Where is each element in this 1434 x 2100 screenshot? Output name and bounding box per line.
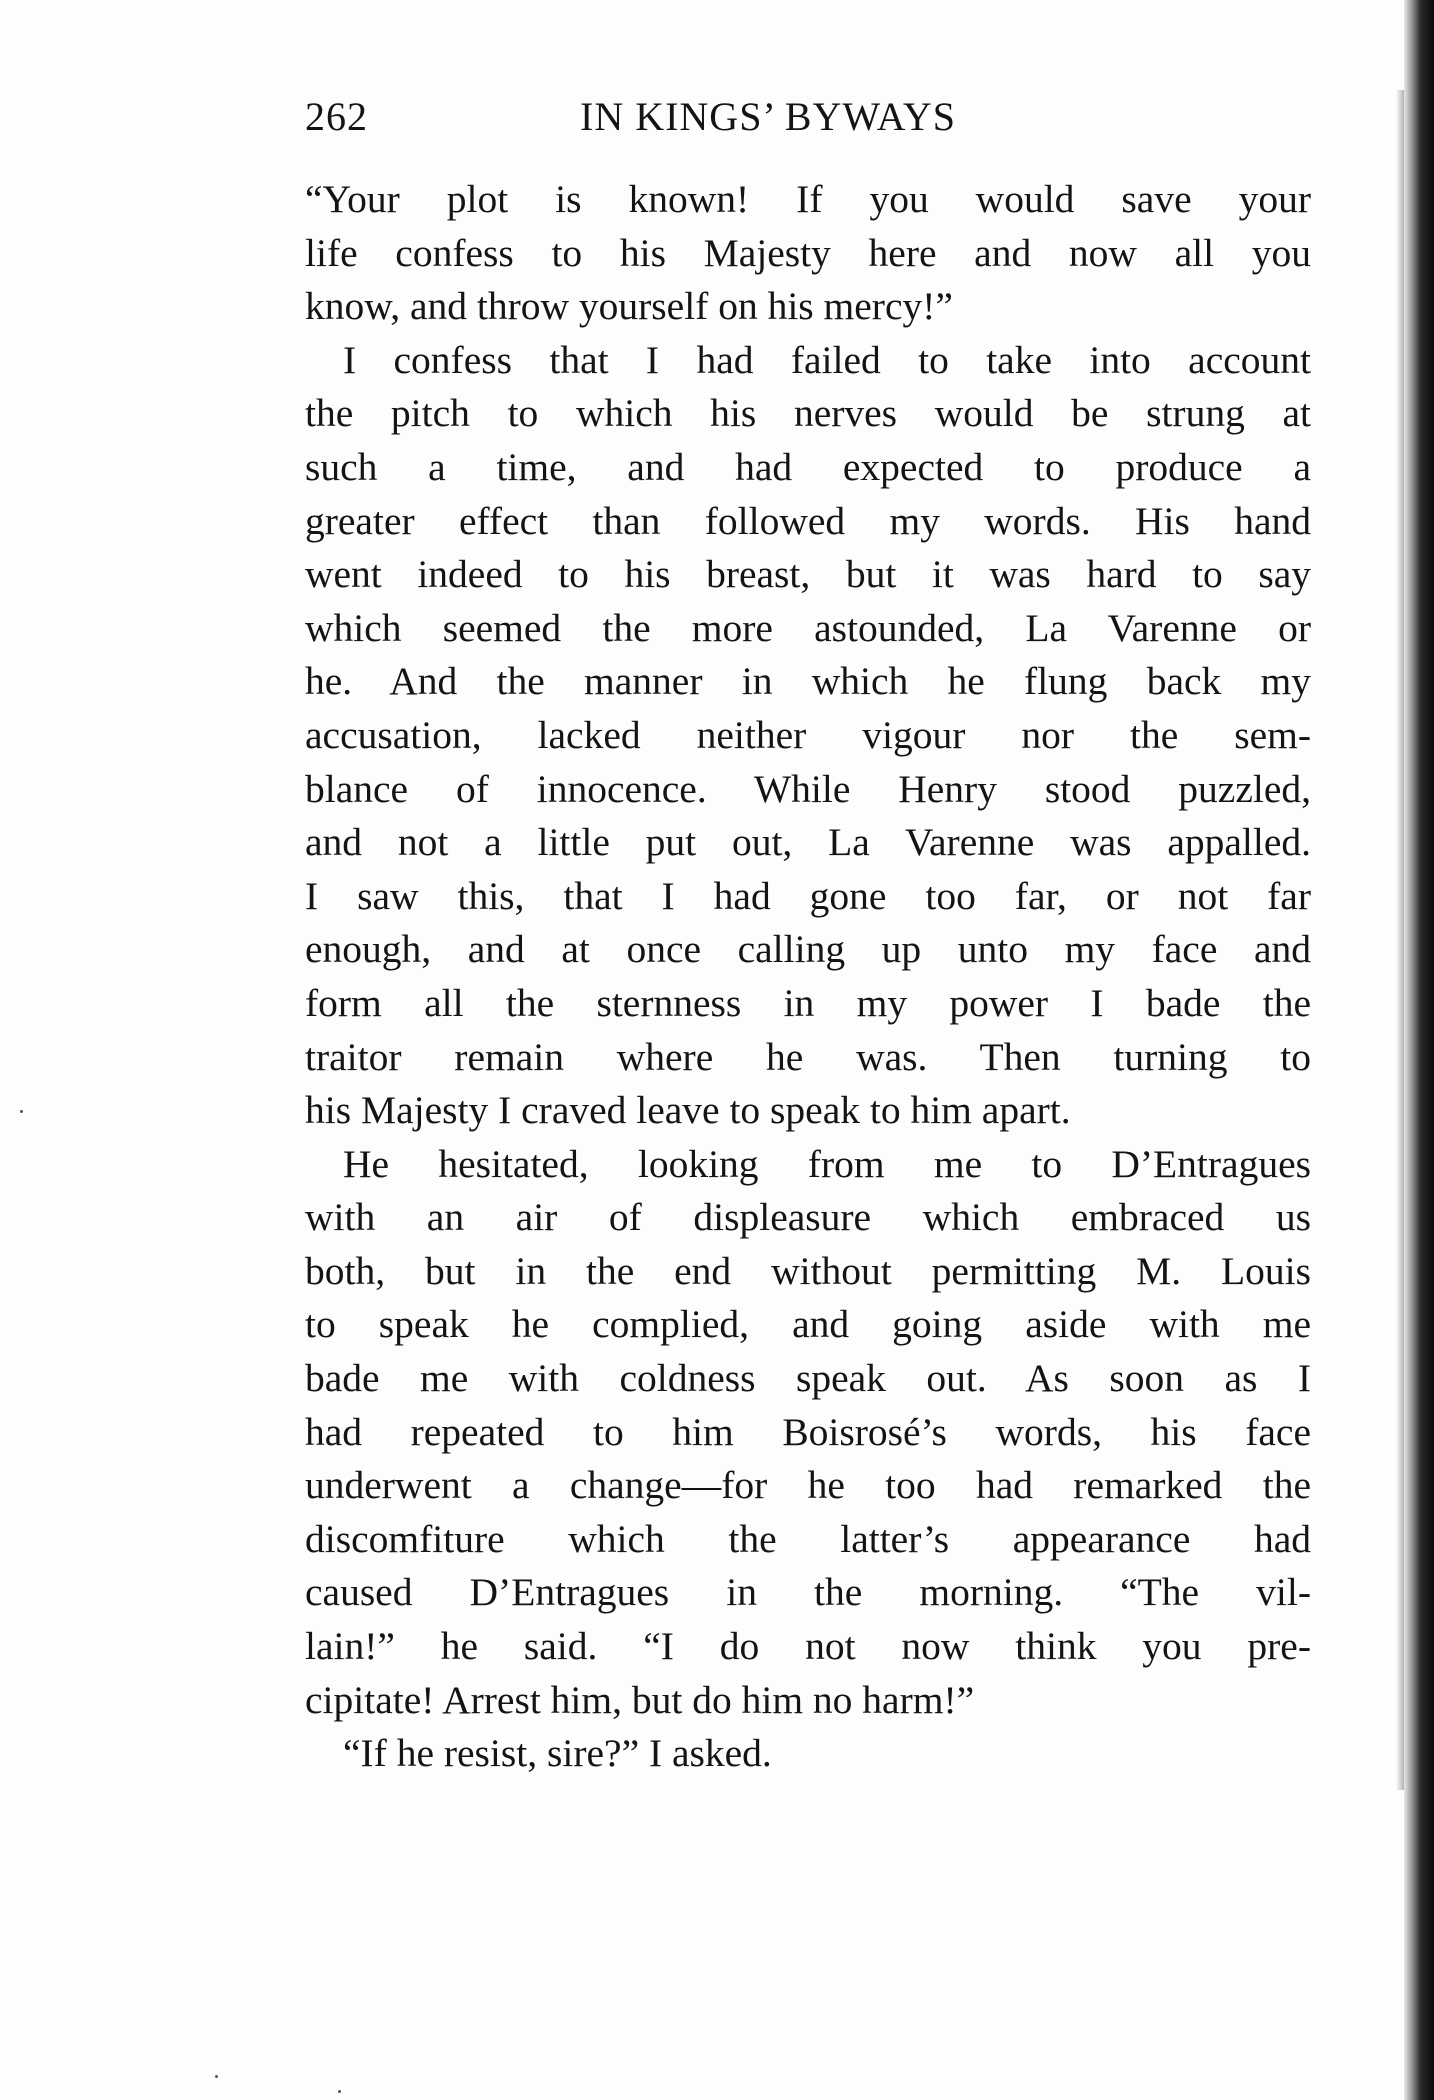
text-line: life confess to his Majesty here and now all you bbox=[305, 230, 1311, 275]
running-head bbox=[305, 92, 1309, 142]
text-line: underwent a change—for he too had remarked the bbox=[305, 1463, 1311, 1508]
text-line: form all the sternness in my power I bade the bbox=[305, 980, 1311, 1025]
text-line: enough, and at once calling up unto my face and bbox=[305, 927, 1311, 972]
text-line: and not a little put out, La Varenne was appalled. bbox=[305, 820, 1311, 865]
text-line: his Majesty I craved leave to speak to him apart. bbox=[305, 1088, 1071, 1133]
text-line: caused D’Entragues in the morning. “The vil- bbox=[305, 1570, 1311, 1615]
text-line: went indeed to his breast, but it was hard to say bbox=[305, 552, 1311, 597]
text-line: I confess that I had failed to take into account bbox=[343, 337, 1311, 382]
text-line: the pitch to which his nerves would be strung at bbox=[305, 391, 1311, 436]
paper-speck bbox=[338, 2090, 341, 2093]
text-line: “If he resist, sire?” I asked. bbox=[343, 1731, 772, 1776]
running-title: IN KINGS’ BYWAYS bbox=[580, 94, 957, 139]
text-line: traitor remain where he was. Then turning to bbox=[305, 1034, 1311, 1079]
paper-speck bbox=[20, 1110, 23, 1113]
text-line: with an air of displeasure which embraced us bbox=[305, 1195, 1311, 1240]
text-line: know, and throw yourself on his mercy!” bbox=[305, 284, 953, 329]
paragraph bbox=[305, 334, 1311, 1138]
page-gutter-shadow bbox=[1396, 90, 1404, 1790]
page-number: 262 bbox=[305, 94, 368, 139]
paper-speck bbox=[215, 2075, 218, 2078]
text-line: cipitate! Arrest him, but do him no harm!” bbox=[305, 1677, 975, 1722]
text-line: accusation, lacked neither vigour nor the sem- bbox=[305, 712, 1311, 757]
paragraph bbox=[305, 1727, 1311, 1781]
text-line: to speak he complied, and going aside with me bbox=[305, 1302, 1311, 1347]
body-text bbox=[305, 173, 1311, 1781]
text-line: both, but in the end without permitting M. Louis bbox=[305, 1248, 1311, 1293]
paragraph bbox=[305, 173, 1311, 334]
text-line: He hesitated, looking from me to D’Entragues bbox=[343, 1141, 1311, 1186]
text-line: “Your plot is known! If you would save your bbox=[305, 177, 1311, 221]
text-line: which seemed the more astounded, La Varenne or bbox=[305, 605, 1311, 650]
book-binding-edge bbox=[1404, 0, 1434, 2100]
text-line: I saw this, that I had gone too far, or not far bbox=[305, 873, 1311, 918]
text-line: bade me with coldness speak out. As soon as I bbox=[305, 1356, 1311, 1401]
text-line: he. And the manner in which he flung back my bbox=[305, 659, 1311, 704]
text-line: had repeated to him Boisrosé’s words, his face bbox=[305, 1409, 1311, 1454]
paragraph bbox=[305, 1138, 1311, 1728]
text-line: discomfiture which the latter’s appearance had bbox=[305, 1516, 1311, 1561]
text-line: such a time, and had expected to produce a bbox=[305, 444, 1311, 489]
text-line: blance of innocence. While Henry stood puzzled, bbox=[305, 766, 1311, 811]
text-line: lain!” he said. “I do not now think you pre- bbox=[305, 1624, 1311, 1669]
text-line: greater effect than followed my words. His hand bbox=[305, 498, 1311, 543]
